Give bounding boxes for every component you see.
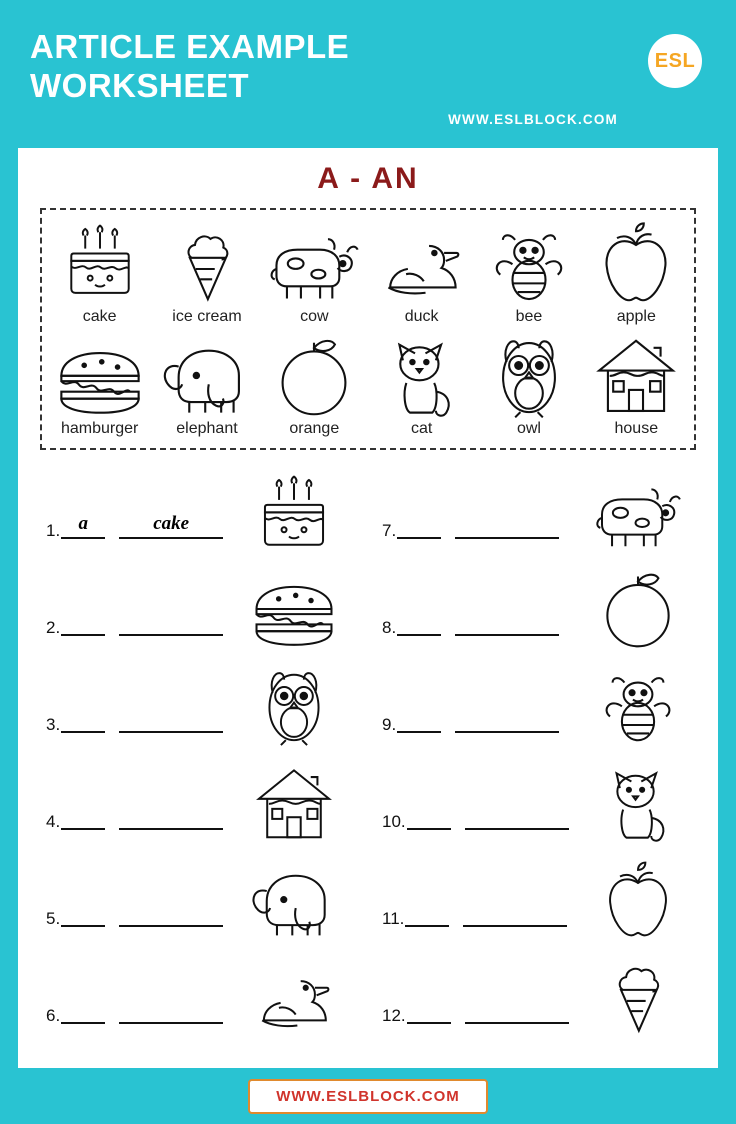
word-bank-item-apple — [585, 218, 688, 330]
question-answer-row — [382, 1004, 569, 1024]
noun-blank[interactable] — [119, 1004, 223, 1024]
question-number: 4. — [46, 812, 61, 831]
word-bank-label: orange — [289, 420, 340, 437]
question-number: 5. — [46, 909, 61, 928]
bee-icon — [477, 218, 580, 306]
word-bank-item-bee — [477, 218, 580, 330]
noun-blank[interactable] — [119, 513, 223, 539]
word-bank-label: ice cream — [172, 308, 242, 325]
question-number: 2. — [46, 618, 61, 637]
bee-icon — [586, 655, 690, 747]
question-answer-row — [382, 810, 569, 830]
word-bank-label: cake — [82, 308, 117, 325]
question-answer-row — [46, 810, 223, 830]
noun-blank[interactable] — [455, 519, 559, 539]
esl-logo-badge — [648, 34, 702, 88]
word-bank-item-elephant — [155, 330, 258, 442]
question-6 — [32, 943, 368, 1040]
page-header — [0, 0, 736, 148]
question-11 — [368, 846, 704, 943]
word-bank-item-cow — [263, 218, 366, 330]
worksheet-title: A - AN — [317, 162, 419, 195]
question-12 — [368, 943, 704, 1040]
article-blank[interactable] — [61, 810, 105, 830]
word-bank-label: house — [614, 420, 659, 437]
question-number: 9. — [382, 715, 397, 734]
word-bank-label: cat — [410, 420, 433, 437]
hamburger-icon — [48, 330, 151, 418]
exercise-column-right — [368, 458, 704, 1040]
noun-blank[interactable] — [119, 713, 223, 733]
ice-cream-icon — [586, 946, 690, 1038]
cake-icon — [48, 218, 151, 306]
worksheet-sheet — [18, 148, 718, 1068]
article-blank[interactable] — [61, 907, 105, 927]
question-5 — [32, 846, 368, 943]
noun-blank[interactable] — [119, 810, 223, 830]
apple-icon — [585, 218, 688, 306]
exercise-column-left — [32, 458, 368, 1040]
noun-blank[interactable] — [463, 907, 567, 927]
word-bank-row-2 — [46, 330, 690, 442]
cow-icon — [263, 218, 366, 306]
question-8 — [368, 555, 704, 652]
apple-icon — [586, 849, 690, 941]
article-blank[interactable] — [407, 810, 451, 830]
article-answer: a — [78, 513, 88, 534]
word-bank-item-cake — [48, 218, 151, 330]
question-answer-row — [382, 616, 559, 636]
question-answer-row — [46, 513, 223, 540]
hamburger-icon — [242, 558, 346, 650]
exercise-area — [32, 458, 704, 1040]
question-number: 10. — [382, 812, 406, 831]
question-number: 8. — [382, 618, 397, 637]
noun-blank[interactable] — [455, 713, 559, 733]
elephant-icon — [155, 330, 258, 418]
footer-website-url[interactable]: WWW.ESLBLOCK.COM — [248, 1079, 487, 1114]
house-icon — [585, 330, 688, 418]
article-blank[interactable] — [397, 713, 441, 733]
duck-icon — [370, 218, 473, 306]
word-bank-item-hamburger — [48, 330, 151, 442]
question-4 — [32, 749, 368, 846]
word-bank-item-cat — [370, 330, 473, 442]
noun-blank[interactable] — [455, 616, 559, 636]
question-number: 11. — [382, 909, 405, 928]
cake-icon — [242, 461, 346, 553]
word-bank-label: duck — [404, 308, 439, 325]
question-9 — [368, 652, 704, 749]
question-1 — [32, 458, 368, 555]
article-blank[interactable] — [405, 907, 449, 927]
question-answer-row — [46, 616, 223, 636]
question-number: 7. — [382, 521, 397, 540]
question-7 — [368, 458, 704, 555]
word-bank-item-orange — [263, 330, 366, 442]
question-3 — [32, 652, 368, 749]
question-answer-row — [382, 907, 567, 927]
noun-blank[interactable] — [119, 616, 223, 636]
word-bank-item-house — [585, 330, 688, 442]
elephant-icon — [242, 849, 346, 941]
duck-icon — [242, 946, 346, 1038]
question-number: 12. — [382, 1006, 406, 1025]
word-bank-label: cow — [300, 308, 329, 325]
cow-icon — [586, 461, 690, 553]
question-number: 6. — [46, 1006, 61, 1025]
article-blank[interactable] — [61, 713, 105, 733]
header-website-url: WWW.ESLBLOCK.COM — [448, 112, 618, 127]
noun-blank[interactable] — [119, 907, 223, 927]
noun-blank[interactable] — [465, 1004, 569, 1024]
word-bank-label: owl — [516, 420, 541, 437]
question-answer-row — [382, 713, 559, 733]
question-answer-row — [382, 519, 559, 539]
ice-cream-icon — [155, 218, 258, 306]
article-blank[interactable] — [397, 616, 441, 636]
article-blank[interactable] — [61, 616, 105, 636]
house-icon — [242, 752, 346, 844]
noun-blank[interactable] — [465, 810, 569, 830]
article-blank[interactable] — [61, 513, 105, 539]
page-footer — [0, 1068, 736, 1124]
question-number: 1. — [46, 521, 61, 540]
question-answer-row — [46, 1004, 223, 1024]
cat-icon — [370, 330, 473, 418]
article-blank[interactable] — [397, 519, 441, 539]
question-2 — [32, 555, 368, 652]
word-bank-item-duck — [370, 218, 473, 330]
word-bank — [40, 208, 696, 450]
question-answer-row — [46, 907, 223, 927]
article-blank[interactable] — [407, 1004, 451, 1024]
orange-icon — [263, 330, 366, 418]
word-bank-label: elephant — [176, 420, 238, 437]
word-bank-label: bee — [515, 308, 543, 325]
word-bank-item-ice-cream — [155, 218, 258, 330]
page-title: ARTICLE EXAMPLE WORKSHEET — [30, 28, 350, 104]
article-blank[interactable] — [61, 1004, 105, 1024]
question-10 — [368, 749, 704, 846]
word-bank-row-1 — [46, 218, 690, 330]
owl-icon — [477, 330, 580, 418]
question-answer-row — [46, 713, 223, 733]
esl-logo-text: ESL — [654, 49, 696, 72]
cat-icon — [586, 752, 690, 844]
word-bank-label: hamburger — [60, 420, 139, 437]
word-bank-item-owl — [477, 330, 580, 442]
question-number: 3. — [46, 715, 61, 734]
noun-answer: cake — [153, 513, 190, 534]
word-bank-label: apple — [616, 308, 656, 325]
orange-icon — [586, 558, 690, 650]
owl-icon — [242, 655, 346, 747]
